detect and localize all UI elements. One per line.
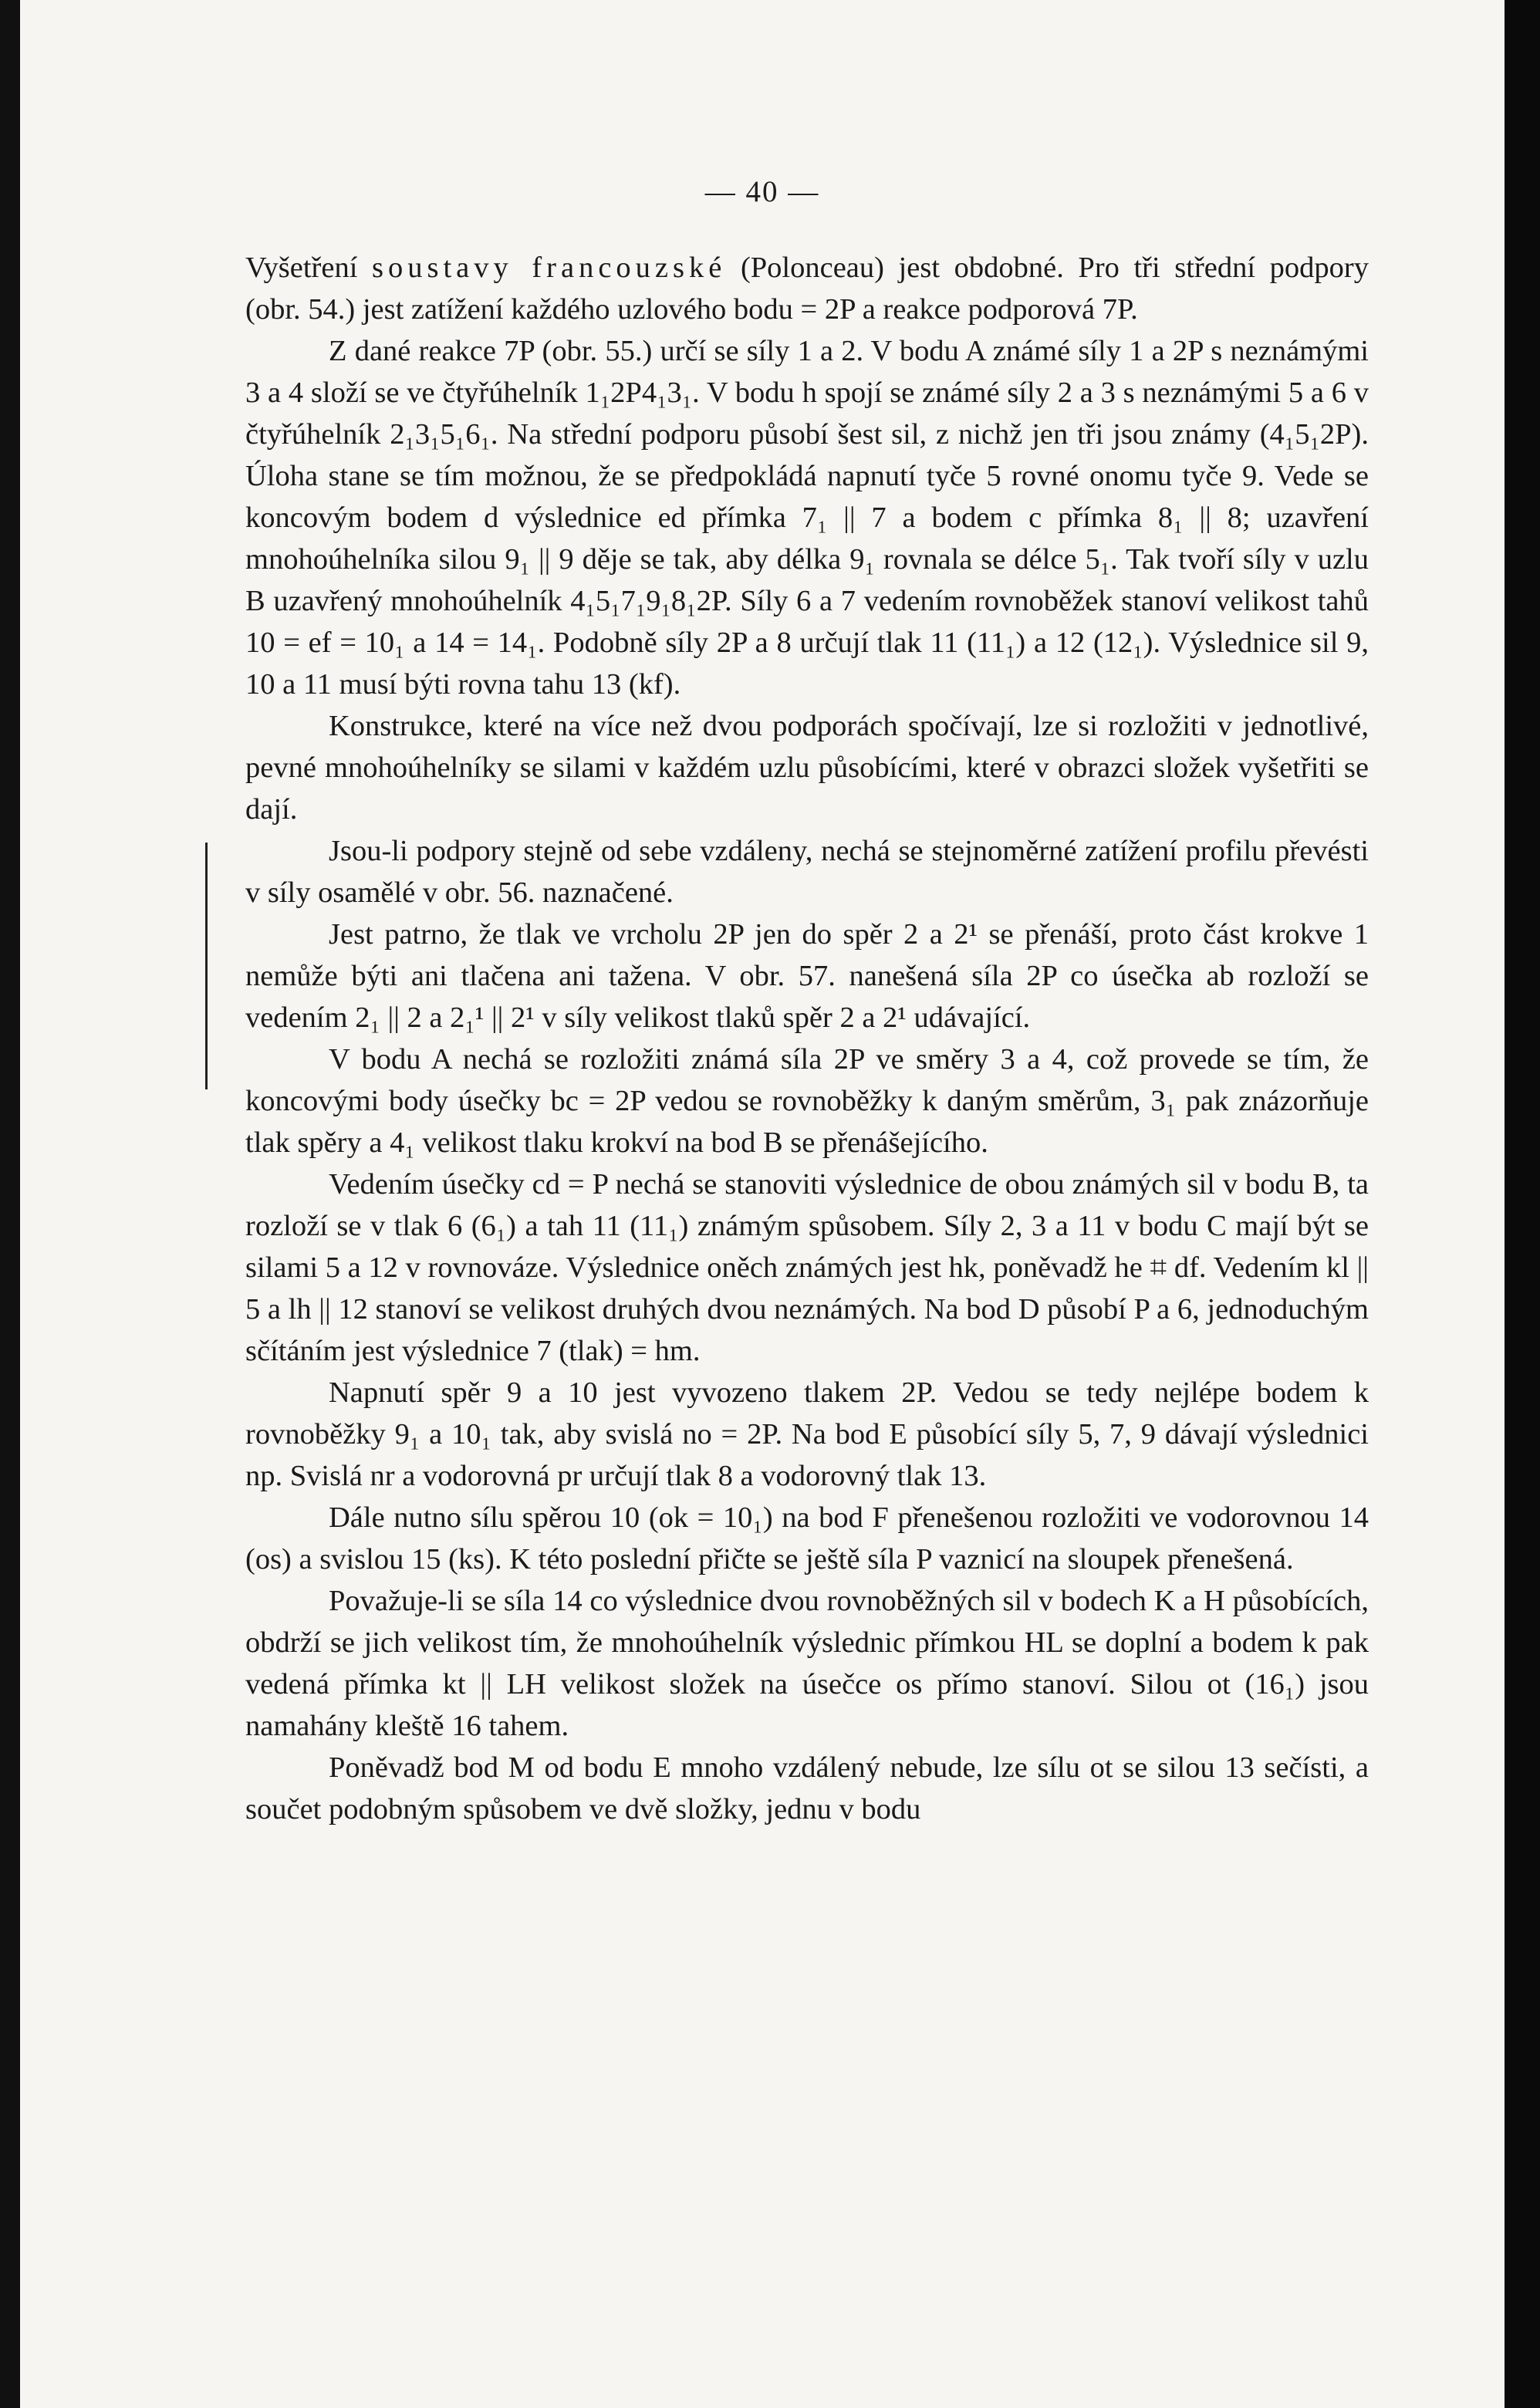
paragraph-11: Poněvadž bod M od bodu E mnoho vzdálený nebude, lze sílu ot se silou 13 sečísti, a součet podobným spůsobem ve dvě složky, jednu v bodu bbox=[245, 1751, 1369, 1825]
scan-edge-right bbox=[1505, 0, 1540, 2408]
paragraph-4: Jsou-li podpory stejně od sebe vzdáleny, nechá se stejnoměrné zatížení profilu převésti v síly osamělé v obr. 56. naznačené. bbox=[245, 835, 1369, 909]
body-text bbox=[245, 247, 1369, 1830]
paragraph-3: Konstrukce, které na více než dvou podporách spočívají, lze si rozložiti v jednotlivé, pevné mnohoúhelníky se silami v každém uzlu působícími, které v obrazci složek vyšetřiti se dají. bbox=[245, 710, 1369, 826]
scan-edge-left bbox=[0, 0, 20, 2408]
paragraph-1-start: Vyšetření bbox=[245, 252, 373, 284]
page-number: — 40 — bbox=[704, 175, 820, 208]
paragraph-6: V bodu A nechá se rozložiti známá síla 2P ve směry 3 a 4, což provede se tím, že koncovými body úsečky bc = 2P vedou se rovnoběžky k daným směrům, 3₁ pak znázorňuje tlak spěry a 4₁ velikost tlaku krokví na bod B se přenášejícího. bbox=[245, 1043, 1369, 1159]
paragraph-10: Považuje-li se síla 14 co výslednice dvou rovnoběžných sil v bodech K a H působících, obdrží se jich velikost tím, že mnohoúhelník výslednic přímkou HL se doplní a bodem k pak vedená přímka kt || LH velikost složek na úsečce os přímo stanoví. Silou ot (16₁) jsou namahány kleště 16 tahem. bbox=[245, 1585, 1369, 1742]
paragraph-1-spaced: soustavy francouzské bbox=[372, 252, 727, 284]
paragraph-2: Z dané reakce 7P (obr. 55.) určí se síly 1 a 2. V bodu A známé síly 1 a 2P s neznámými 3 a 4 složí se ve čtyřúhelník 1₁2P4₁3₁. V bodu h spojí se známé síly 2 a 3 s neznámými 5 a 6 v čtyřúhelník 2₁3₁5₁6₁. Na střední podporu působí šest sil, z nichž jen tři jsou známy (4₁5₁2P). Úloha stane se tím možnou, že se předpokládá napnutí tyče 5 rovné onomu tyče 9. Vede se koncovým bodem d výslednice ed přímka 7₁ || 7 a bodem c přímka 8₁ || 8; uzavření mnohoúhelníka silou 9₁ || 9 děje se tak, aby délka 9₁ rovnala se délce 5₁. Tak tvoří síly v uzlu B uzavřený mnohoúhelník 4₁5₁7₁9₁8₁2P. Síly 6 a 7 vedením rovnoběžek stanoví velikost tahů 10 = ef = 10₁ a 14 = 14₁. Podobně síly 2P a 8 určují tlak 11 (11₁) a 12 (12₁). Výslednice sil 9, 10 a 11 musí býti rovna tahu 13 (kf). bbox=[245, 335, 1369, 701]
paragraph-5: Jest patrno, že tlak ve vrcholu 2P jen do spěr 2 a 2¹ se přenáší, proto část krokve 1 nemůže býti ani tlačena ani tažena. V obr. 57. nanešená síla 2P co úsečka ab rozloží se vedením 2₁ || 2 a 2₁¹ || 2¹ v síly velikost tlaků spěr 2 a 2¹ udávající. bbox=[245, 918, 1369, 1034]
margin-mark bbox=[205, 843, 208, 1089]
paragraph-9: Dále nutno sílu spěrou 10 (ok = 10₁) na bod F přenešenou rozložiti ve vodorovnou 14 (os) a svislou 15 (ks). K této poslední přičte se ještě síla P vaznicí na sloupek přenešená. bbox=[245, 1501, 1369, 1576]
paragraph-8: Napnutí spěr 9 a 10 jest vyvozeno tlakem 2P. Vedou se tedy nejlépe bodem k rovnoběžky 9₁ a 10₁ tak, aby svislá no = 2P. Na bod E působící síly 5, 7, 9 dávají výslednici np. Svislá nr a vodorovná pr určují tlak 8 a vodorovný tlak 13. bbox=[245, 1376, 1369, 1492]
paragraph-1 bbox=[245, 247, 1369, 330]
paragraph-7: Vedením úsečky cd = P nechá se stanoviti výslednice de obou známých sil v bodu B, ta rozloží se v tlak 6 (6₁) a tah 11 (11₁) známým spůsobem. Síly 2, 3 a 11 v bodu C mají být se silami 5 a 12 v rovnováze. Výslednice oněch známých jest hk, poněvadž he ⌗ df. Vedením kl || 5 a lh || 12 stanoví se velikost druhých dvou neznámých. Na bod D působí P a 6, jednoduchým sčítáním jest výslednice 7 (tlak) = hm. bbox=[245, 1168, 1369, 1367]
paragraph-1-end: (Polonceau) jest obdobné. Pro tři střední podpory (obr. 54.) jest zatížení každého uzlového bodu = 2P a reakce podporová 7P. bbox=[245, 252, 1369, 326]
